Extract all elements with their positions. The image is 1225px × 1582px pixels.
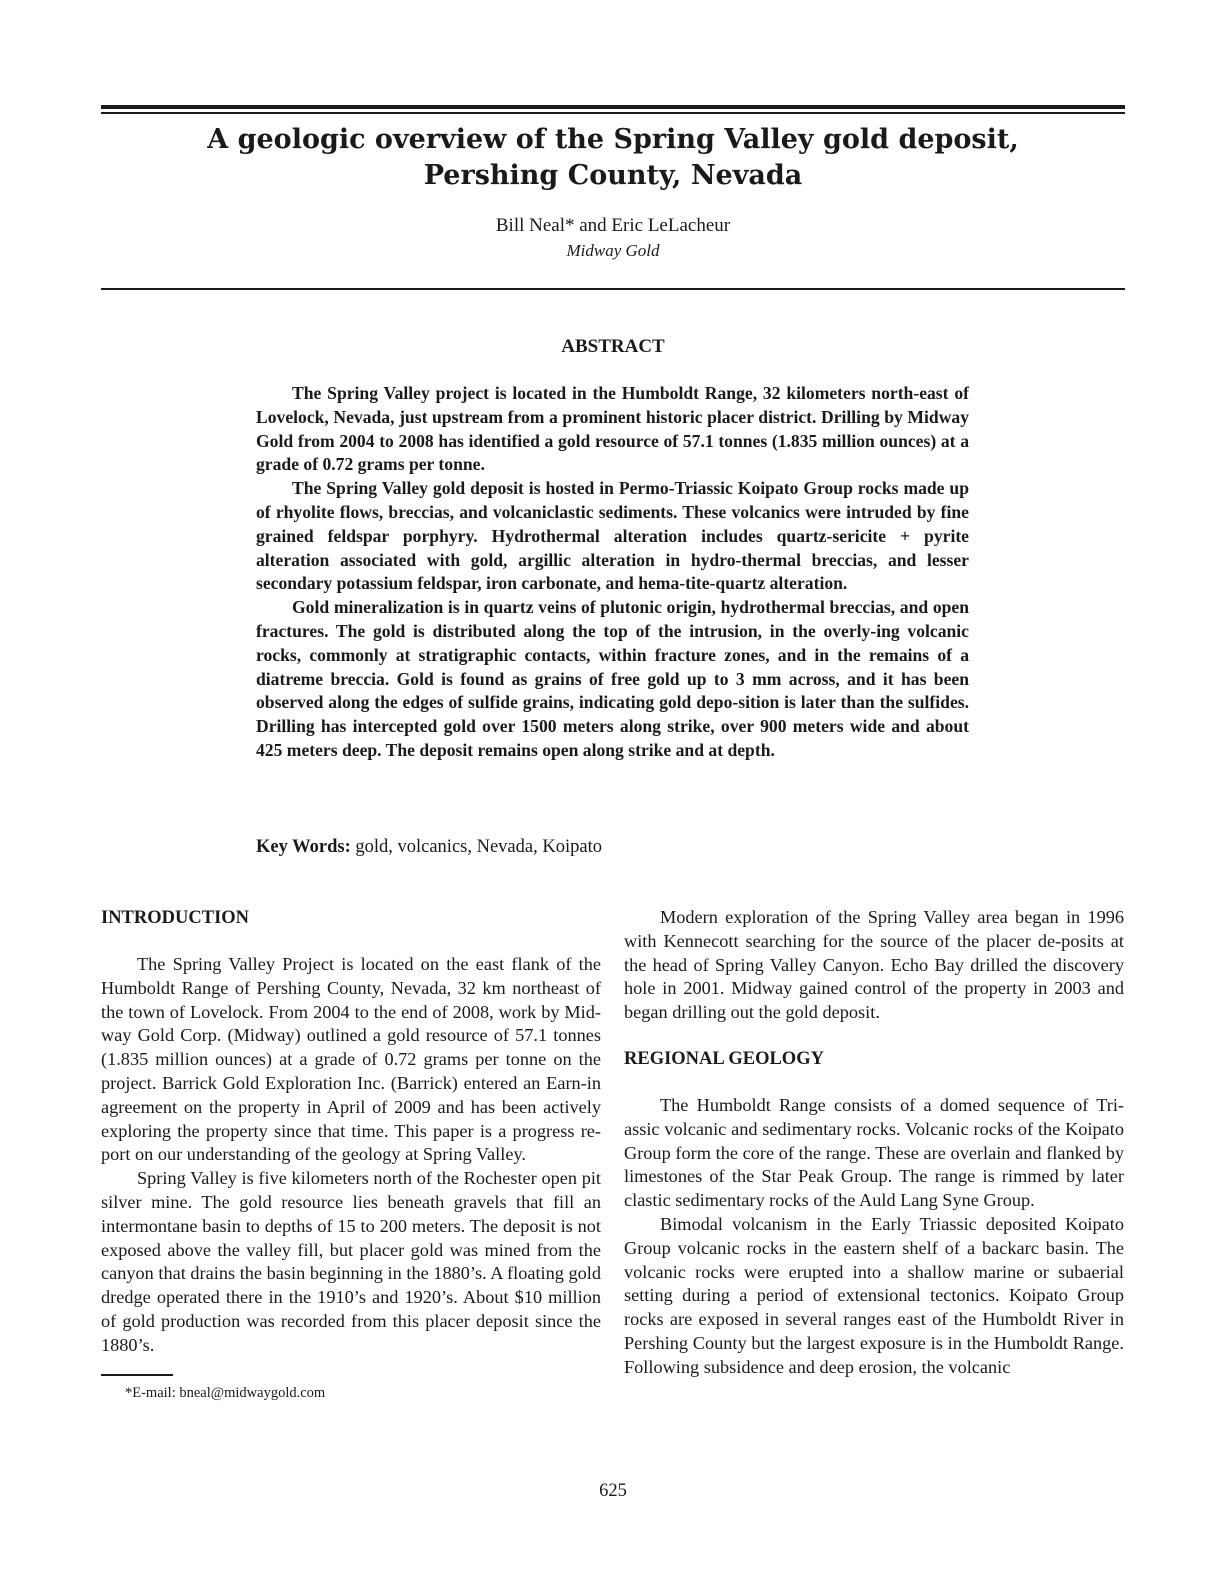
abstract-heading: ABSTRACT [561, 336, 665, 357]
keywords-list: gold, volcanics, Nevada, Koipato [350, 837, 602, 857]
introduction-heading: INTRODUCTION [101, 908, 250, 928]
title-line-2: Pershing County, Nevada [423, 160, 803, 191]
regional-geology-heading: REGIONAL GEOLOGY [624, 1048, 824, 1069]
footnote-email: *E-mail: bneal@midwaygold.com [125, 1385, 326, 1401]
abstract-paragraph-3: Gold mineralization is in quartz veins of plutonic origin, hydrothermal breccias, and open fractures. The gold is distributed along the top of the intrusion, in the overly-ing volcanic rocks, commonly at stratigraphic contacts, within fracture zones, and in the remains of a diatreme breccia. Gold is found as grains of free gold up to 3 mm across, and it has been observed along the edges of sulfide grains, indicating gold depo-sition is later than the sulfides. Drilling has intercepted gold over 1500 meters along strike, over 900 meters wide and about 425 meters deep. The deposit remains open along strike and at depth. [256, 597, 969, 760]
authors: Bill Neal* and Eric LeLacheur [495, 215, 731, 236]
introduction-paragraph-2: Spring Valley is five kilometers north of the Rochester open pit silver mine. The gold resource lies beneath gravels that fill an intermontane basin to depths of 15 to 200 meters. The deposit is not exposed above the valley fill, but placer gold was mined from the canyon that drains the basin beginning in the 1880’s. A floating gold dredge operated there in the 1910’s and 1920’s. About $10 million of gold production was recorded from this placer deposit since the 1880’s. [101, 1168, 601, 1355]
page-number: 625 [599, 1481, 627, 1501]
column-left [101, 906, 601, 1358]
introduction-paragraph-3: Modern exploration of the Spring Valley area began in 1996 with Kennecott searching for the source of the placer de-posits at the head of Spring Valley Canyon. Echo Bay drilled the discovery hole in 2001. Midway gained control of the property in 2003 and began drilling out the gold deposit. [624, 907, 1124, 1023]
keywords-label: Key Words: [256, 837, 351, 857]
abstract-paragraph-2: The Spring Valley gold deposit is hosted in Permo-Triassic Koipato Group rocks made up of rhyolite flows, breccias, and volcaniclastic sediments. These volcanics were intruded by fine grained feldspar porphyry. Hydrothermal alteration includes quartz-sericite + pyrite alteration associated with gold, argillic alteration in hydro-thermal breccias, and lesser secondary potassium feldspar, iron carbonate, and hema-tite-quartz alteration. [256, 478, 969, 594]
regional-geology-paragraph-1: The Humboldt Range consists of a domed sequence of Tri-assic volcanic and sedimentary rocks. Volcanic rocks of the Koipato Group form the core of the range. These are overlain and flanked by limestones of the Star Peak Group. The range is rimmed by later clastic sedimentary rocks of the Auld Lang Syne Group. [624, 1094, 1124, 1211]
introduction-paragraph-1: The Spring Valley Project is located on the east flank of the Humboldt Range of Pershing County, Nevada, 32 km northeast of the town of Lovelock. From 2004 to the end of 2008, work by Mid-way Gold Corp. (Midway) outlined a gold resource of 57.1 tonnes (1.835 million ounces) at a grade of 0.72 grams per tonne on the project. Barrick Gold Exploration Inc. (Barrick) entered an Earn-in agreement on the property in April of 2009 and has been actively exploring the property since that time. This paper is a progress re-port on our understanding of the geology at Spring Valley. [101, 954, 601, 1165]
abstract-body [256, 382, 969, 763]
header-rule [101, 288, 1125, 290]
affiliation: Midway Gold [566, 241, 660, 260]
abstract-paragraph-1: The Spring Valley project is located in the Humboldt Range, 32 kilometers north-east of Lovelock, Nevada, just upstream from a prominent historic placer district. Drilling by Midway Gold from 2004 to 2008 has identified a gold resource of 57.1 tonnes (1.835 million ounces) at a grade of 0.72 grams per tonne. [256, 383, 969, 475]
footnote-rule [101, 1374, 173, 1376]
regional-geology-paragraph-2: Bimodal volcanism in the Early Triassic deposited Koipato Group volcanic rocks in the eastern shelf of a backarc basin. The volcanic rocks were erupted into a shallow marine or subaerial setting during a period of extensional tectonics. Koipato Group rocks are exposed in several ranges east of the Humboldt River in Pershing County but the largest exposure is in the Humboldt Range. Following subsidence and deep erosion, the volcanic [624, 1213, 1124, 1377]
title-double-rule [101, 105, 1125, 114]
column-right [624, 906, 1124, 1380]
title-line-1: A geologic overview of the Spring Valley gold deposit, [207, 124, 1019, 155]
paper-title [101, 122, 1125, 194]
keywords [256, 835, 969, 859]
